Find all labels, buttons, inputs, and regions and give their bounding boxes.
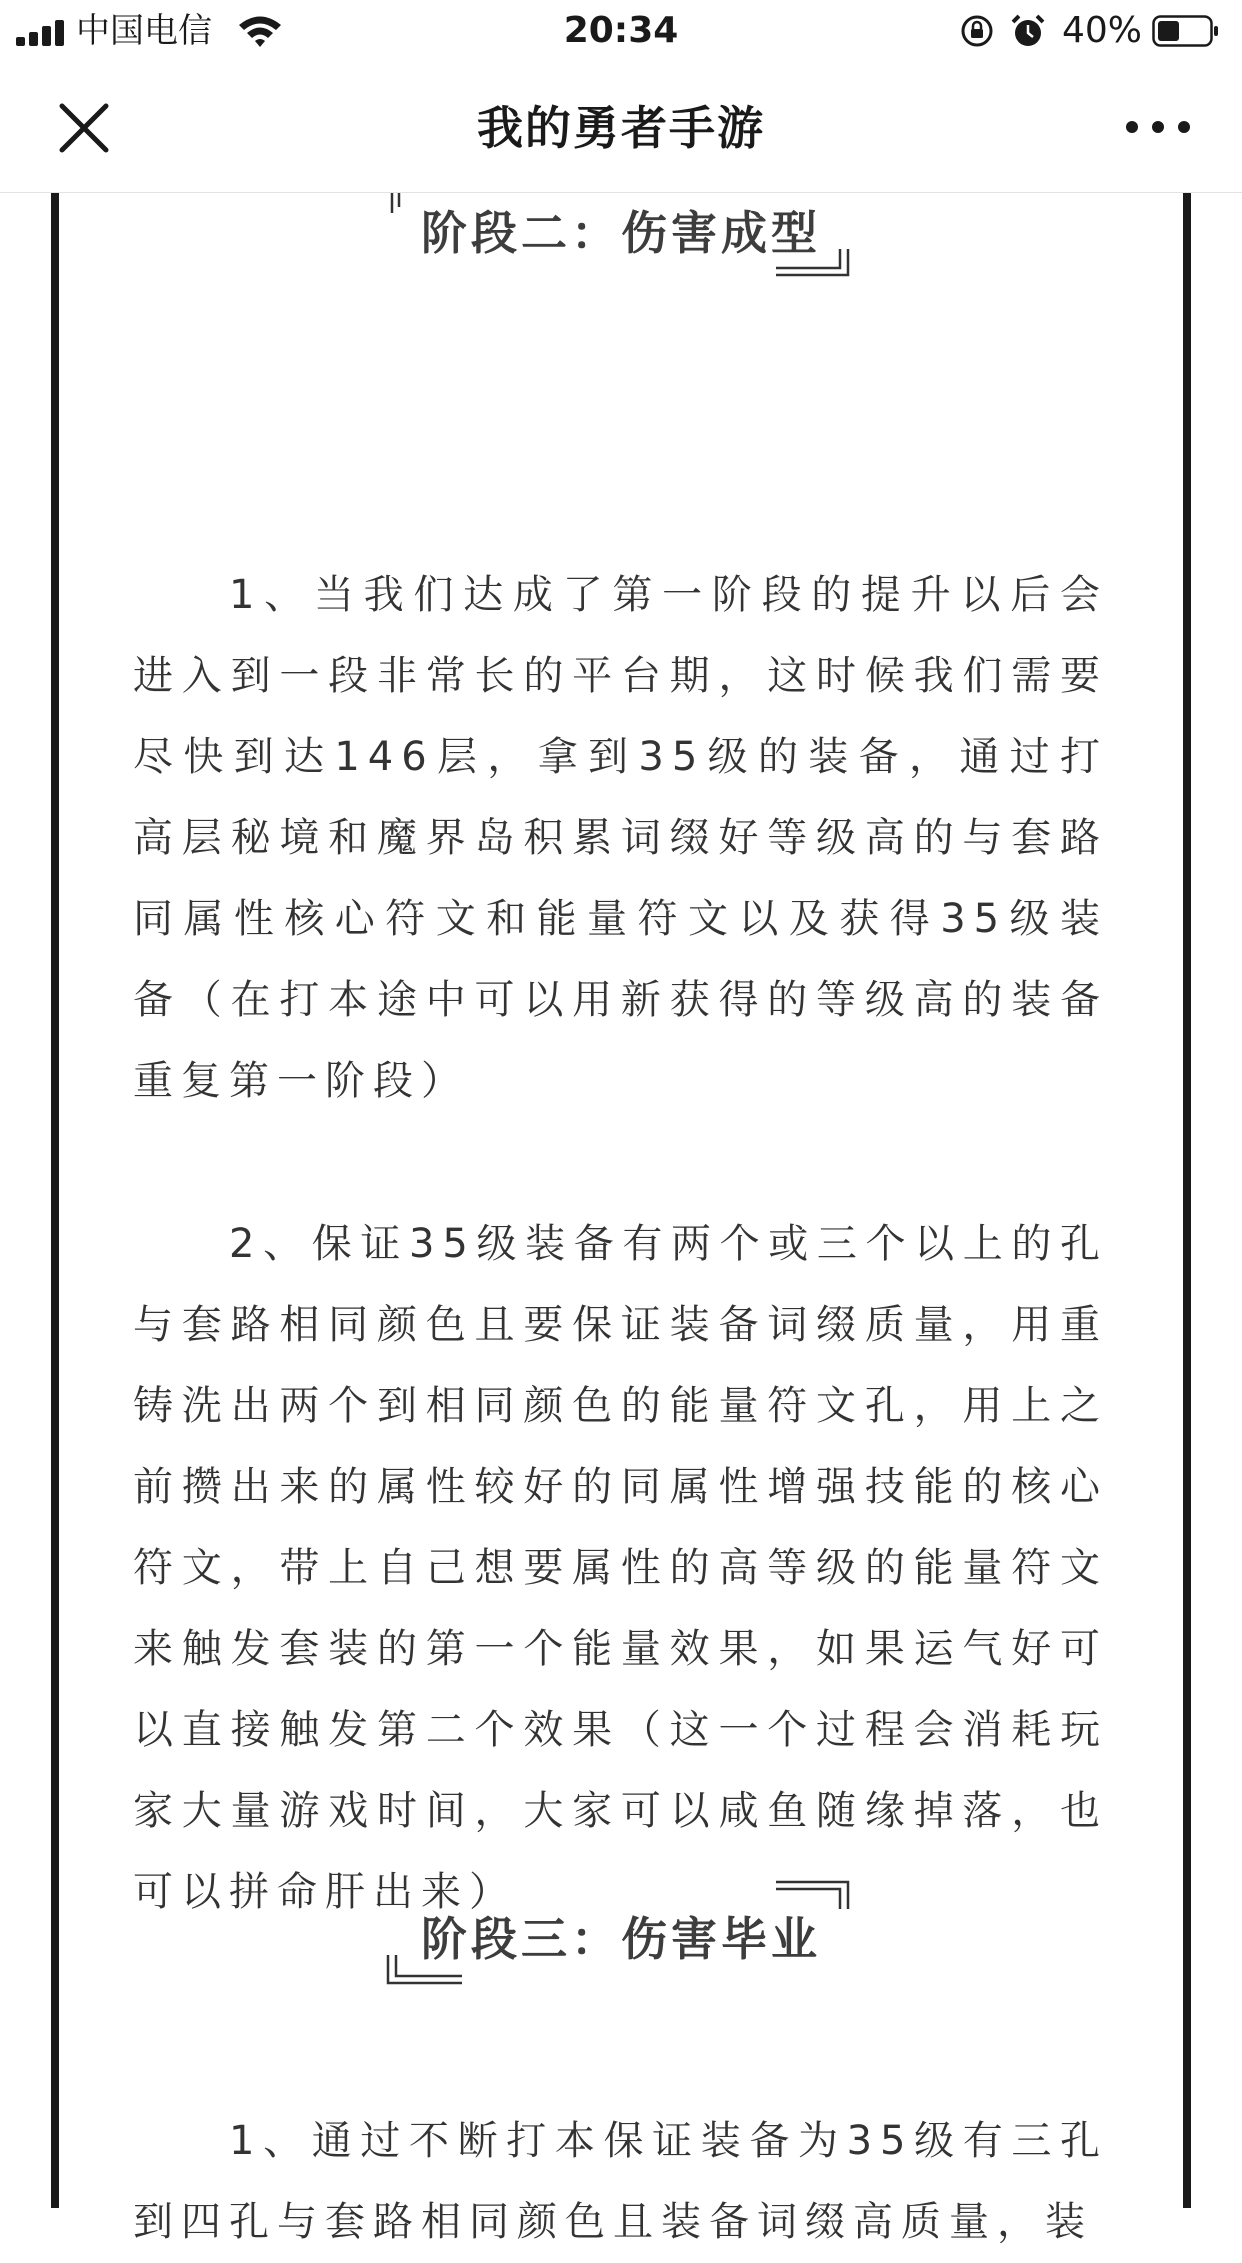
frame-border-left [51, 193, 59, 2208]
status-time: 20:34 [563, 10, 679, 51]
article-content [0, 193, 1242, 2245]
stage2-heading: 阶段二：伤害成型 [421, 206, 821, 260]
heading-corner-decoration-icon [776, 249, 852, 279]
heading-corner-decoration-icon [386, 1955, 462, 1987]
more-options-button[interactable] [1118, 104, 1198, 150]
carrier-name: 中国电信 [76, 11, 212, 51]
stage3-heading: 阶段三：伤害毕业 [421, 1912, 821, 1966]
battery-icon [1152, 15, 1220, 47]
status-bar [0, 0, 1242, 62]
battery-percent: 40% [1062, 10, 1143, 51]
nav-bar [0, 62, 1242, 193]
stage2-paragraph-1: 1、当我们达成了第一阶段的提升以后会进入到一段非常长的平台期，这时候我们需要尽快到达146层，拿到35级的装备，通过打高层秘境和魔界岛积累词缀好等级高的与套路同属性核心符文和能量符文以及获得35级装备（在打本途中可以用新获得的等级高的装备重复第一阶段） [133, 572, 1108, 1104]
alarm-icon [1010, 13, 1046, 49]
more-dots-icon [1126, 121, 1190, 133]
stage2-paragraph-2: 2、保证35级装备有两个或三个以上的孔与套路相同颜色且要保证装备词缀质量，用重铸洗出两个到相同颜色的能量符文孔，用上之前攒出来的属性较好的同属性增强技能的核心符文，带上自己想要属性的高等级的能量符文来触发套装的第一个能量效果，如果运气好可以直接触发第二个效果（这一个过程会消耗玩家大量游戏时间，大家可以咸鱼随缘掉落，也可以拼命肝出来） [133, 1221, 1108, 1915]
stage3-paragraph-1: 1、通过不断打本保证装备为35级有三孔到四孔与套路相同颜色且装备词缀高质量，装 [133, 2118, 1108, 2245]
page-title: 我的勇者手游 [477, 101, 765, 155]
orientation-lock-icon [960, 14, 994, 48]
frame-border-right [1183, 193, 1191, 2208]
heading-corner-decoration-icon [776, 1879, 852, 1911]
